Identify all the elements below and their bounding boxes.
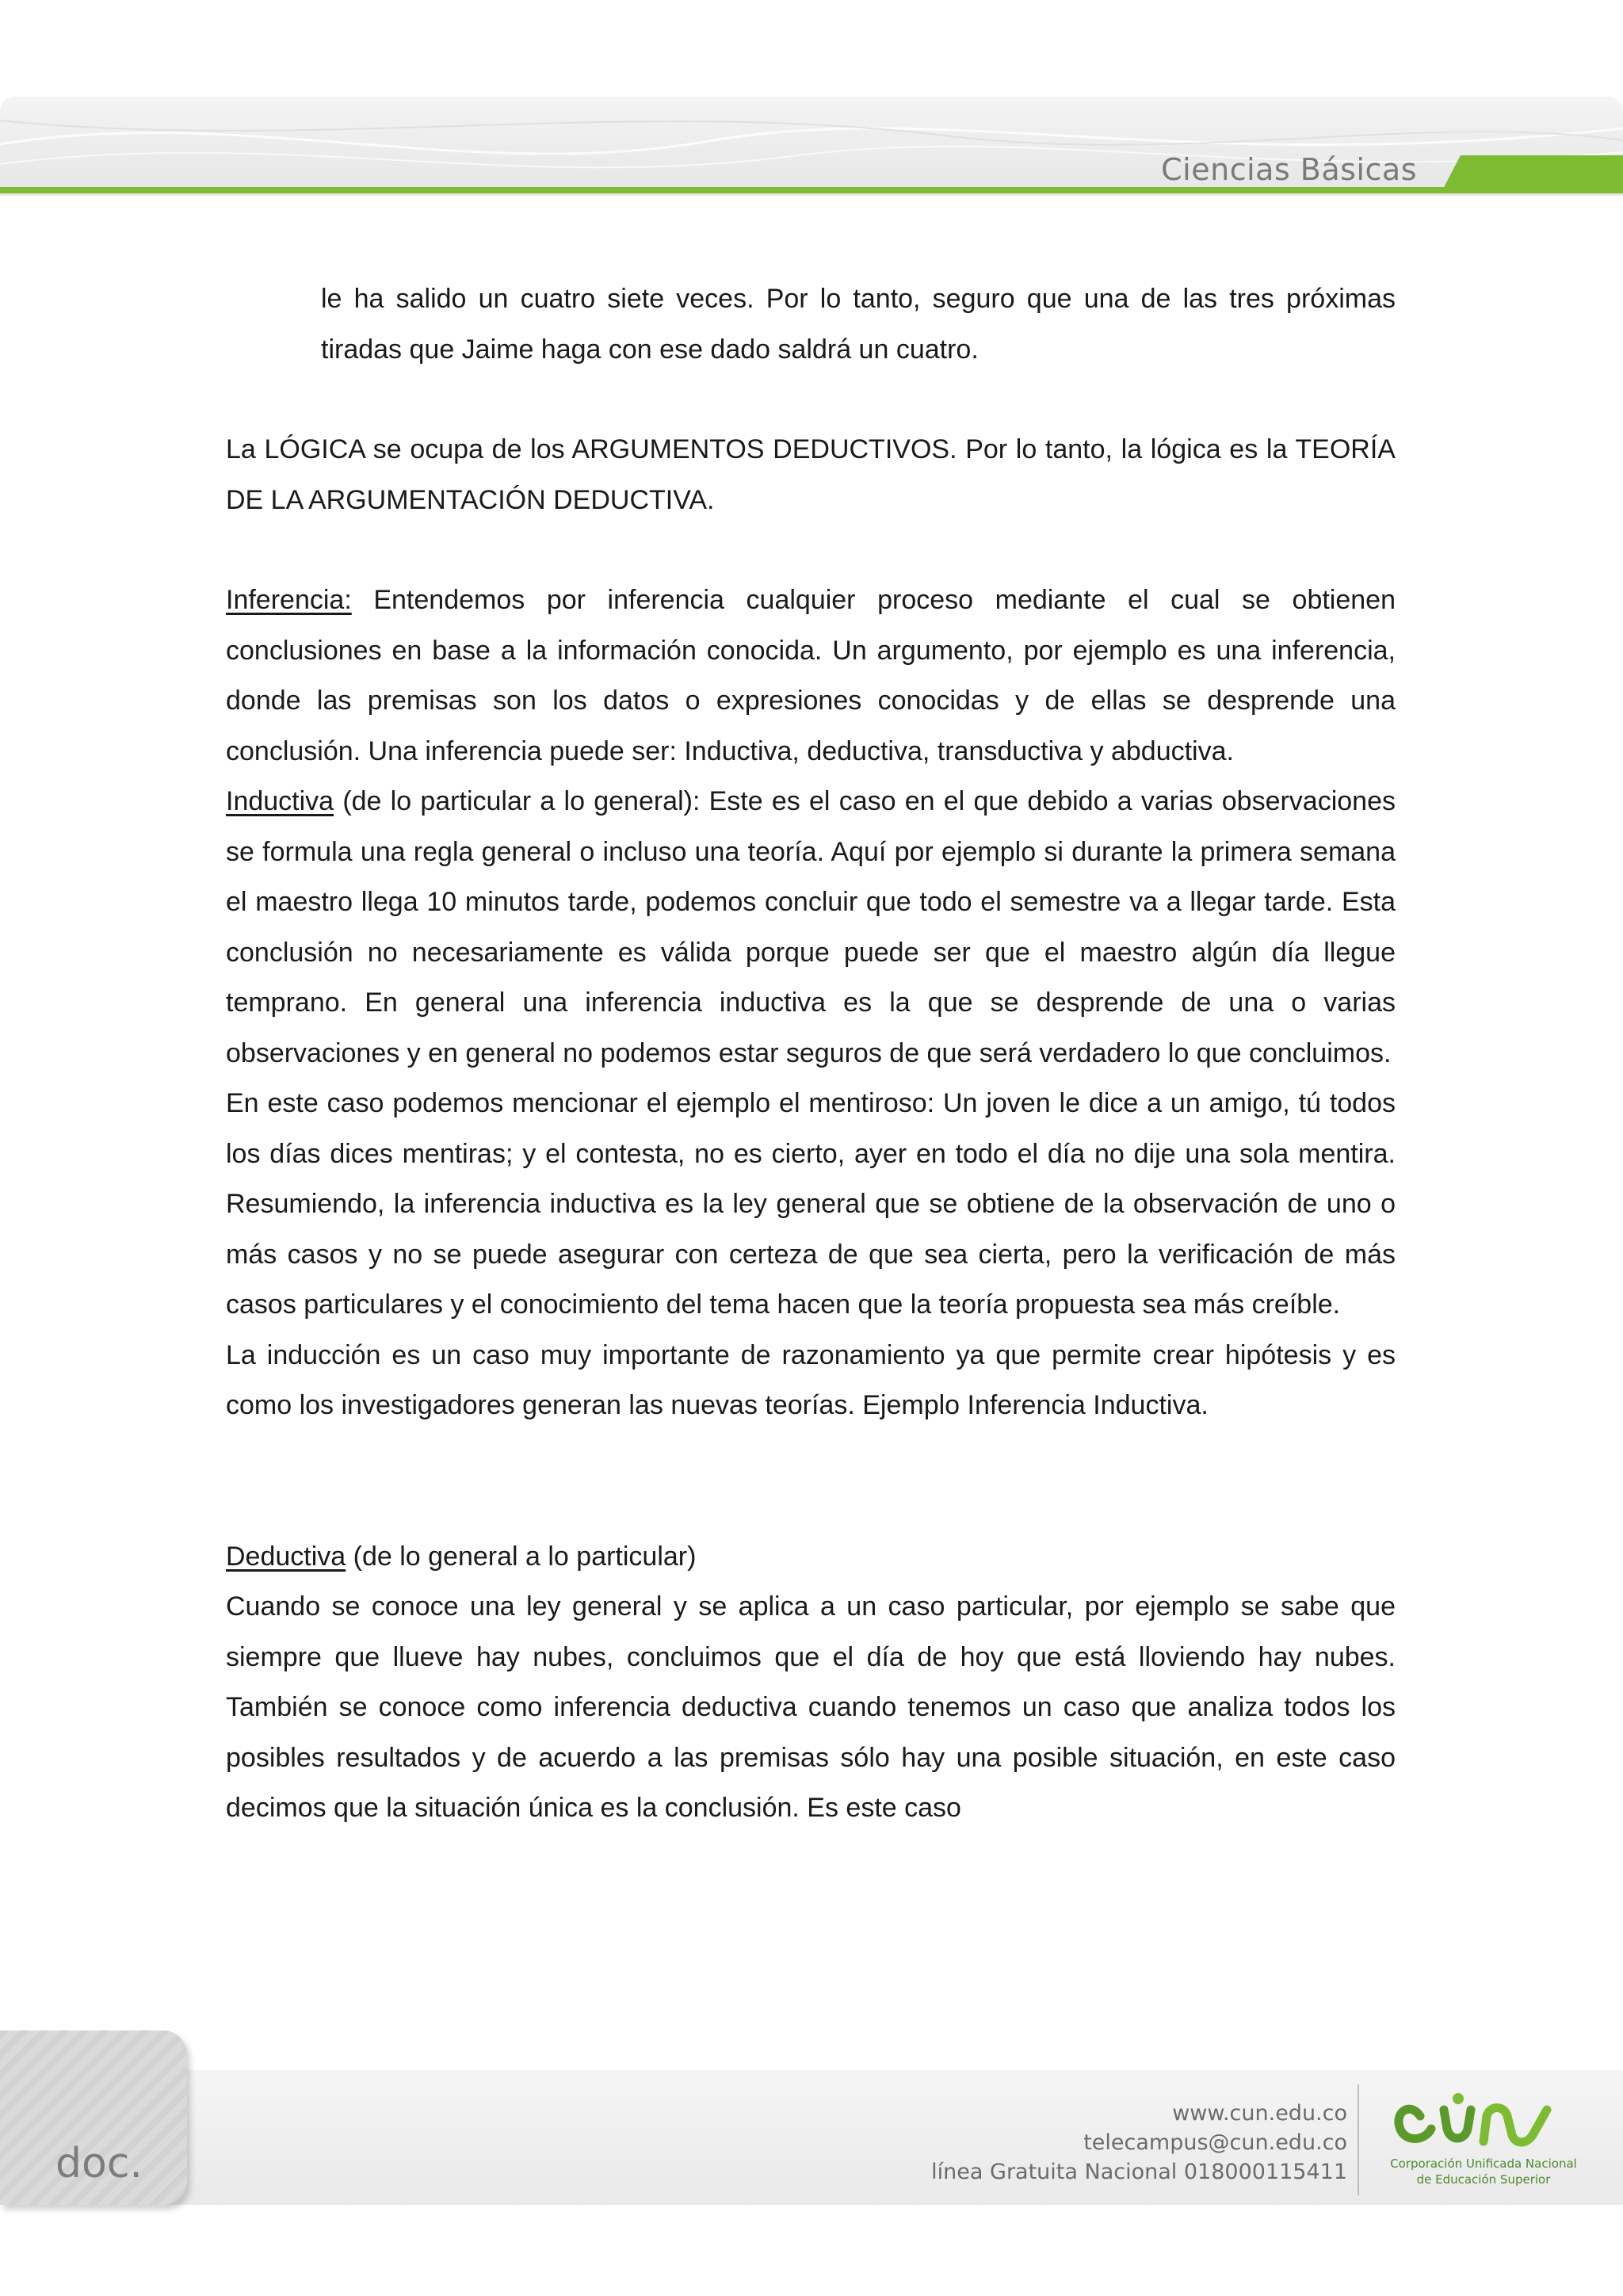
paragraph-mentiroso: En este caso podemos mencionar el ejemplo el mentiroso: Un joven le dice a un amigo, tú todos los días dices mentiras; y el contesta, no es cierto, ayer en todo el día no dije una sola mentira. Resumiendo, la inferencia inductiva es la ley general que se obtiene de la observación de uno o más casos y no se puede asegurar con certeza de que sea cierta, pero la verificación de más casos particulares y el conocimiento del tema hacen que la teoría propuesta sea más creíble. [226,1088,1396,1320]
term-inductiva: Inductiva [226,786,334,816]
paragraph-induccion: La inducción es un caso muy importante de razonamiento ya que permite crear hipótesis y es como los investigadores generan las nuevas teorías. Ejemplo Inferencia Inductiva. [226,1339,1396,1420]
phone-line: línea Gratuita Nacional 018000115411 [931,2160,1347,2184]
term-deductiva: Deductiva [226,1541,346,1572]
header-green-line [0,187,1623,193]
term-inferencia: Inferencia: [226,585,352,615]
cun-subtitle-line-1: Corporación Unificada Nacional [1390,2157,1577,2171]
cun-logo-subtitle [1381,2156,1587,2187]
footer-band [0,2070,1623,2205]
footer-divider [1358,2084,1359,2195]
deductiva-subtitle: (de lo general a lo particular) [346,1541,697,1572]
website-link[interactable]: www.cun.edu.co [1172,2101,1347,2126]
doc-label: doc. [55,2140,143,2187]
paragraph-deductiva-heading [226,1532,1396,1583]
paragraph-deductiva: Cuando se conoce una ley general y se aplica a un caso particular, por ejemplo se sabe que siempre que llueve hay nubes, concluimos que el día de hoy que está lloviendo hay nubes. También se conoce como inferencia deductiva cuando tenemos un caso que analiza todos los posibles resultados y de acuerdo a las premisas sólo hay una posible situación, en este caso decimos que la situación única es la conclusión. Es este caso [226,1591,1396,1823]
paragraph-logica: La LÓGICA se ocupa de los ARGUMENTOS DEDUCTIVOS. Por lo tanto, la lógica es la TEORÍA DE LA ARGUMENTACIÓN DEDUCTIVA. [226,434,1396,515]
cun-subtitle-line-2: de Educación Superior [1416,2172,1551,2187]
paragraph-inferencia-text: Entendemos por inferencia cualquier proceso mediante el cual se obtienen conclusiones en base a la información conocida. Un argumento, por ejemplo es una inferencia, donde las premisas son los datos o expresiones conocidas y de ellas se desprende una conclusión. Una inferencia puede ser: Inductiva, deductiva, transductiva y abductiva. [226,585,1396,766]
paragraph-inferencia [226,575,1396,777]
footer-contact [931,2099,1347,2187]
paragraph-inductiva [226,777,1396,1079]
cun-logo [1388,2078,1579,2157]
document-body [226,274,1396,1834]
paragraph-inductiva-text: (de lo particular a lo general): Este es el caso en el que debido a varias observaciones se formula una regla general o incluso una teoría. Aquí por ejemplo si durante la primera semana el maestro llega 10 minutos tarde, podemos concluir que todo el semestre va a llegar tarde. Esta conclusión no necesariamente es válida porque puede ser que el maestro algún día llegue temprano. En general una inferencia inductiva es la que se desprende de una o varias observaciones y en general no podemos estar seguros de que será verdadero lo que concluimos. [226,786,1396,1068]
paragraph-1: le ha salido un cuatro siete veces. Por lo tanto, seguro que una de las tres próximas tiradas que Jaime haga con ese dado saldrá un cuatro. [321,284,1396,365]
email-link[interactable]: telecampus@cun.edu.co [1083,2130,1347,2155]
section-title: Ciencias Básicas [1161,152,1417,187]
